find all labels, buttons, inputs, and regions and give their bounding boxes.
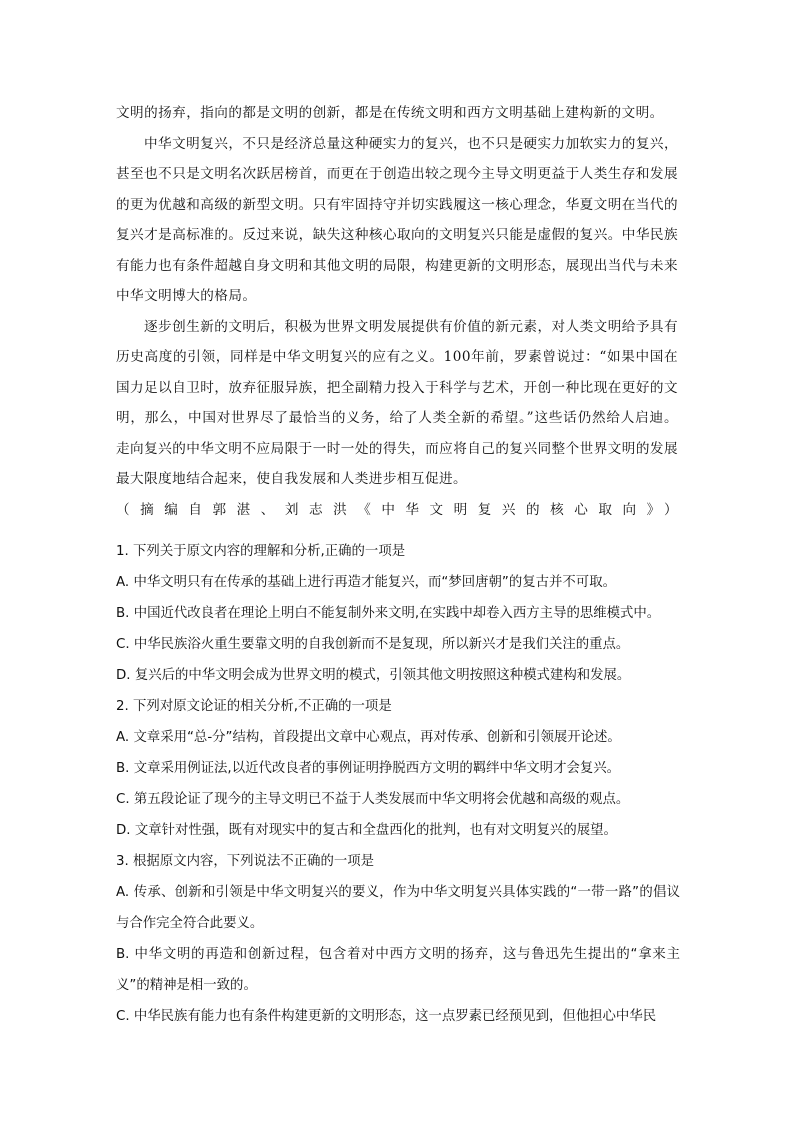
reading-passage: [116, 98, 678, 525]
question-2-stem: 2. 下列对原文论证的相关分析,不正确的一项是: [116, 699, 392, 714]
question-1-option-c: C. 中华民族浴火重生要靠文明的自我创新而不是复现，所以新兴才是我们关注的重点。: [116, 637, 630, 652]
question-3-option-c: C. 中华民族有能力也有条件构建更新的文明形态，这一点罗素已经预见到，但他担心中华民: [116, 1009, 657, 1024]
question-1-option-a: A. 中华文明只有在传承的基础上进行再造才能复兴，而“梦回唐朝”的复古并不可取。: [116, 575, 616, 590]
question-3-option-a: A. 传承、创新和引领是中华文明复兴的要义，作为中华文明复兴具体实践的“一带一路”的倡议与合作完全符合此要义。: [116, 885, 680, 931]
question-1-stem: 1. 下列关于原文内容的理解和分析,正确的一项是: [116, 544, 406, 559]
question-2-option-a: A. 文章采用“总-分”结构，首段提出文章中心观点，再对传承、创新和引领展开论述。: [116, 730, 621, 745]
passage-source: （摘编自郭湛、刘志洪《中华文明复兴的核心取向》）: [116, 501, 678, 518]
passage-paragraph-3: 逐步创生新的文明后，积极为世界文明发展提供有价值的新元素，对人类文明给予具有历史高度的引领，同样是中华文明复兴的应有之义。100年前，罗素曾说过：“如果中国在国力足以自卫时，放弃征服异族，把全副精力投入于科学与艺术，开创一种比现在更好的文明，那么，中国对世界尽了最恰当的义务，给了人类全新的希望。”这些话仍然给人启迪。走向复兴的中华文明不应局限于一时一处的得失，而应将自己的复兴同整个世界文明的发展最大限度地结合起来，使自我发展和人类进步相互促进。: [116, 318, 678, 487]
question-3-stem: 3. 根据原文内容，下列说法不正确的一项是: [116, 854, 375, 869]
passage-paragraph-1: 文明的扬弃，指向的都是文明的创新，都是在传统文明和西方文明基础上建构新的文明。: [116, 105, 664, 121]
passage-paragraph-2: 中华文明复兴，不只是经济总量这种硬实力的复兴，也不只是硬实力加软实力的复兴，甚至也不只是文明名次跃居榜首，而更在于创造出较之现今主导文明更益于人类生存和发展的更为优越和高级的新型文明。只有牢固持守并切实践履这一核心理念，华夏文明在当代的复兴才是高标准的。反过来说，缺失这种核心取向的文明复兴只能是虚假的复兴。中华民族有能力也有条件超越自身文明和其他文明的局限，构建更新的文明形态，展现出当代与未来中华文明博大的格局。: [116, 135, 678, 304]
question-1-option-b: B. 中国近代改良者在理论上明白不能复制外来文明,在实践中却卷入西方主导的思维模式中。: [116, 606, 661, 621]
question-3-option-b: B. 中华文明的再造和创新过程，包含着对中西方文明的扬弃，这与鲁迅先生提出的“拿来主义”的精神是相一致的。: [116, 947, 680, 993]
question-list: [116, 536, 680, 1032]
question-2-option-c: C. 第五段论证了现今的主导文明已不益于人类发展而中华文明将会优越和高级的观点。: [116, 792, 630, 807]
question-2-option-b: B. 文章采用例证法,以近代改良者的事例证明挣脱西方文明的羁绊中华文明才会复兴。: [116, 761, 621, 776]
question-1-option-d: D. 复兴后的中华文明会成为世界文明的模式，引领其他文明按照这种模式建构和发展。: [116, 668, 631, 683]
question-2-option-d: D. 文章针对性强，既有对现实中的复古和全盘西化的批判，也有对文明复兴的展望。: [116, 823, 617, 838]
